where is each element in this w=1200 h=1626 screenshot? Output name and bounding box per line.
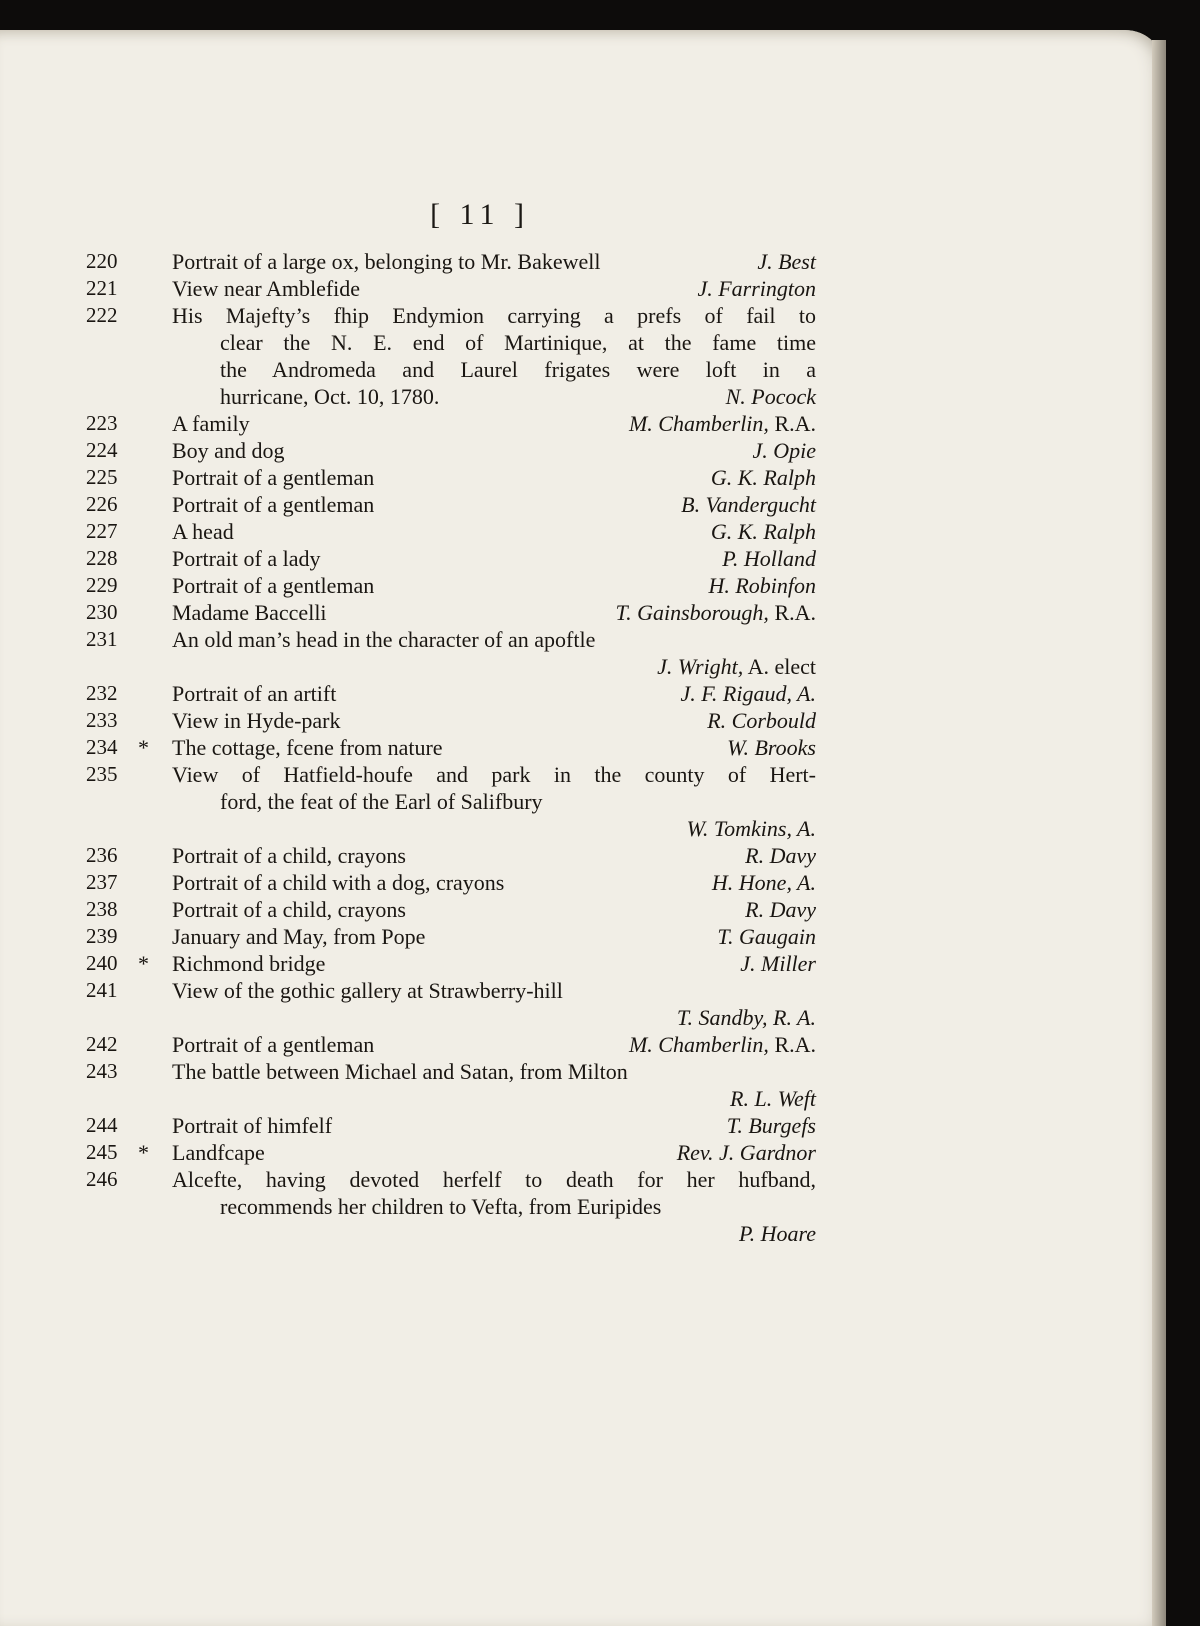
entry-title-line: clear the N. E. end of Martinique, at the fame time bbox=[220, 330, 816, 355]
entry-number: 225 bbox=[86, 465, 118, 489]
entry-line bbox=[86, 950, 816, 977]
artist-name: G. K. Ralph bbox=[710, 519, 816, 544]
artist-name: P. Hoare bbox=[739, 1221, 816, 1246]
entry-title-line: Portrait of a large ox, belonging to Mr. Bakewell bbox=[172, 249, 601, 274]
entry-number: 222 bbox=[86, 303, 118, 327]
entry-number: 228 bbox=[86, 546, 118, 570]
artist-credit bbox=[722, 545, 816, 572]
entry-number: 240 bbox=[86, 951, 118, 975]
artist-credit bbox=[677, 1004, 816, 1031]
entry-title-line: View in Hyde-park bbox=[172, 708, 341, 733]
artist-line bbox=[86, 1085, 816, 1112]
artist-credit bbox=[708, 572, 816, 599]
entry-title-line: ford, the feat of the Earl of Salifbury bbox=[220, 789, 543, 814]
catalogue-entry bbox=[86, 464, 816, 491]
artist-name: J. Miller bbox=[740, 951, 816, 976]
artist-line bbox=[86, 1004, 816, 1031]
entry-title-line: Portrait of a gentleman bbox=[172, 492, 375, 517]
entry-line bbox=[86, 464, 816, 491]
entry-title-line: View near Amblefide bbox=[172, 276, 361, 301]
entry-number: 227 bbox=[86, 519, 118, 543]
artist-name: T. Burgefs bbox=[726, 1113, 816, 1138]
entry-number: 234 bbox=[86, 735, 118, 759]
catalogue-entry bbox=[86, 923, 816, 950]
artist-name: M. Chamberlin, bbox=[628, 1032, 769, 1057]
entry-title-line: Boy and dog bbox=[172, 438, 285, 463]
entry-number: 229 bbox=[86, 573, 118, 597]
catalogue-entry bbox=[86, 1166, 816, 1247]
entry-number: 221 bbox=[86, 276, 118, 300]
entry-number: 220 bbox=[86, 249, 118, 273]
entry-title-line: Portrait of a lady bbox=[172, 546, 321, 571]
catalogue-entry bbox=[86, 437, 816, 464]
entry-title-line: Madame Baccelli bbox=[172, 600, 327, 625]
catalogue-entry bbox=[86, 1031, 816, 1058]
entry-line bbox=[86, 437, 816, 464]
entry-line bbox=[86, 1031, 816, 1058]
entry-number: 236 bbox=[86, 843, 118, 867]
entry-number: 223 bbox=[86, 411, 118, 435]
artist-name: P. Holland bbox=[722, 546, 816, 571]
entry-number: 242 bbox=[86, 1032, 118, 1056]
entry-line bbox=[86, 869, 816, 896]
entry-title-line: Portrait of a child, crayons bbox=[172, 843, 406, 868]
entry-line bbox=[86, 410, 816, 437]
artist-credit bbox=[730, 1085, 816, 1112]
artist-credit bbox=[681, 680, 816, 707]
entry-line bbox=[86, 788, 816, 815]
catalogue-entry bbox=[86, 1112, 816, 1139]
entry-line bbox=[86, 896, 816, 923]
entry-number: 241 bbox=[86, 978, 118, 1002]
new-work-asterisk: * bbox=[138, 1140, 149, 1165]
entry-title-line: Portrait of a gentleman bbox=[172, 465, 375, 490]
artist-name: J. Best bbox=[757, 249, 816, 274]
entry-line bbox=[86, 356, 816, 383]
entry-line bbox=[86, 302, 816, 329]
entry-title-line: Landfcape bbox=[172, 1140, 265, 1165]
entry-number: 238 bbox=[86, 897, 118, 921]
entry-line bbox=[86, 761, 816, 788]
artist-name: B. Vandergucht bbox=[681, 492, 816, 517]
entry-title-line: Portrait of a gentleman bbox=[172, 573, 375, 598]
catalogue-entry bbox=[86, 734, 816, 761]
artist-name: H. Hone, A. bbox=[711, 870, 816, 895]
artist-name: J. Farrington bbox=[697, 276, 816, 301]
artist-name: G. K. Ralph bbox=[710, 465, 816, 490]
new-work-asterisk: * bbox=[138, 951, 149, 976]
exhibition-catalogue-list bbox=[86, 248, 816, 1247]
artist-credit bbox=[711, 518, 816, 545]
artist-name: N. Pocock bbox=[725, 384, 816, 409]
catalogue-entry bbox=[86, 248, 816, 275]
artist-name: H. Robinfon bbox=[708, 573, 816, 598]
entry-title-line: View of the gothic gallery at Strawberry-hill bbox=[172, 978, 563, 1003]
entry-line bbox=[86, 599, 816, 626]
entry-title-line: A family bbox=[172, 411, 250, 436]
artist-name: J. F. Rigaud, A. bbox=[680, 681, 816, 706]
entry-line bbox=[86, 977, 816, 1004]
catalogue-entry bbox=[86, 761, 816, 842]
entry-title-line: Alcefte, having devoted herfelf to death for her hufband, bbox=[172, 1167, 816, 1192]
artist-credit bbox=[726, 383, 816, 410]
catalogue-entry bbox=[86, 842, 816, 869]
artist-line bbox=[86, 815, 816, 842]
entry-line bbox=[86, 491, 816, 518]
catalogue-entry bbox=[86, 680, 816, 707]
catalogue-entry bbox=[86, 626, 816, 680]
entry-line bbox=[86, 329, 816, 356]
artist-name: R. Davy bbox=[745, 843, 816, 868]
entry-number: 243 bbox=[86, 1059, 118, 1083]
entry-title-line: recommends her children to Vefta, from Euripides bbox=[220, 1194, 662, 1219]
entry-line bbox=[86, 923, 816, 950]
entry-title-line: Portrait of a child, crayons bbox=[172, 897, 406, 922]
entry-title-line: Richmond bridge bbox=[172, 951, 326, 976]
entry-title-line: The battle between Michael and Satan, from Milton bbox=[172, 1059, 628, 1084]
catalogue-entry bbox=[86, 950, 816, 977]
artist-name: T. Gaugain bbox=[717, 924, 816, 949]
artist-line bbox=[86, 1220, 816, 1247]
artist-credit bbox=[629, 410, 816, 437]
entry-line bbox=[86, 383, 816, 410]
entry-line bbox=[86, 626, 816, 653]
entry-line bbox=[86, 1166, 816, 1193]
catalogue-entry bbox=[86, 518, 816, 545]
catalogue-entry bbox=[86, 707, 816, 734]
artist-credit bbox=[616, 599, 816, 626]
entry-title-line: Portrait of an artift bbox=[172, 681, 337, 706]
entry-line bbox=[86, 545, 816, 572]
artist-credit bbox=[712, 869, 816, 896]
entry-line bbox=[86, 680, 816, 707]
new-work-asterisk: * bbox=[138, 735, 149, 760]
artist-credit bbox=[757, 248, 816, 275]
entry-title-line: His Majefty’s fhip Endymion carrying a prefs of fail to bbox=[172, 303, 816, 328]
artist-name: T. Sandby, R. A. bbox=[676, 1005, 816, 1030]
book-page bbox=[0, 30, 1165, 1626]
artist-credit bbox=[657, 653, 816, 680]
artist-credit bbox=[629, 1031, 816, 1058]
artist-credit bbox=[707, 707, 816, 734]
artist-credit bbox=[745, 896, 816, 923]
catalogue-entry bbox=[86, 1058, 816, 1112]
catalogue-entry bbox=[86, 1139, 816, 1166]
entry-number: 226 bbox=[86, 492, 118, 516]
catalogue-entry bbox=[86, 572, 816, 599]
catalogue-entry bbox=[86, 599, 816, 626]
entry-title-line: January and May, from Pope bbox=[172, 924, 426, 949]
entry-title-line: The cottage, fcene from nature bbox=[172, 735, 443, 760]
entry-title-line: Portrait of a gentleman bbox=[172, 1032, 375, 1057]
artist-name: R. L. Weft bbox=[730, 1086, 816, 1111]
artist-credit bbox=[745, 842, 816, 869]
academy-suffix: R.A. bbox=[774, 600, 816, 625]
artist-name: R. Davy bbox=[745, 897, 816, 922]
artist-name: W. Brooks bbox=[727, 735, 816, 760]
academy-suffix: R.A. bbox=[774, 1032, 816, 1057]
entry-number: 233 bbox=[86, 708, 118, 732]
entry-number: 246 bbox=[86, 1167, 118, 1191]
artist-name: R. Corbould bbox=[707, 708, 816, 733]
entry-line bbox=[86, 1058, 816, 1085]
artist-credit bbox=[677, 1139, 816, 1166]
entry-title-line: Portrait of a child with a dog, crayons bbox=[172, 870, 505, 895]
entry-line bbox=[86, 1193, 816, 1220]
entry-number: 232 bbox=[86, 681, 118, 705]
entry-title-line: hurricane, Oct. 10, 1780. bbox=[220, 384, 440, 409]
entry-number: 235 bbox=[86, 762, 118, 786]
entry-line bbox=[86, 275, 816, 302]
artist-name: W. Tomkins, A. bbox=[686, 816, 816, 841]
entry-title-line: Portrait of himfelf bbox=[172, 1113, 333, 1138]
entry-number: 237 bbox=[86, 870, 118, 894]
artist-name: T. Gainsborough, bbox=[615, 600, 769, 625]
entry-number: 244 bbox=[86, 1113, 118, 1137]
artist-name: J. Opie bbox=[752, 438, 816, 463]
entry-line bbox=[86, 248, 816, 275]
catalogue-entry bbox=[86, 491, 816, 518]
catalogue-entry bbox=[86, 977, 816, 1031]
entry-number: 239 bbox=[86, 924, 118, 948]
artist-credit bbox=[697, 275, 816, 302]
catalogue-entry bbox=[86, 275, 816, 302]
catalogue-entry bbox=[86, 896, 816, 923]
entry-title-line: the Andromeda and Laurel frigates were loft in a bbox=[220, 357, 816, 382]
entry-line bbox=[86, 734, 816, 761]
entry-number: 224 bbox=[86, 438, 118, 462]
artist-name: J. Wright, bbox=[657, 654, 744, 679]
entry-line bbox=[86, 572, 816, 599]
entry-number: 245 bbox=[86, 1140, 118, 1164]
entry-title-line: An old man’s head in the character of an apoftle bbox=[172, 627, 596, 652]
page-number: [ 11 ] bbox=[430, 198, 530, 231]
artist-credit bbox=[752, 437, 816, 464]
artist-credit bbox=[727, 1112, 816, 1139]
entry-number: 230 bbox=[86, 600, 118, 624]
catalogue-entry bbox=[86, 302, 816, 410]
entry-line bbox=[86, 518, 816, 545]
entry-line bbox=[86, 1139, 816, 1166]
entry-title-line: A head bbox=[172, 519, 234, 544]
artist-credit bbox=[711, 464, 816, 491]
page-edge bbox=[1152, 40, 1166, 1626]
academy-suffix: A. elect bbox=[747, 654, 816, 679]
artist-credit bbox=[727, 734, 816, 761]
artist-line bbox=[86, 653, 816, 680]
academy-suffix: R.A. bbox=[774, 411, 816, 436]
entry-title-line: View of Hatfield-houfe and park in the county of Hert- bbox=[172, 762, 816, 787]
artist-credit bbox=[739, 1220, 816, 1247]
artist-name: Rev. J. Gardnor bbox=[676, 1140, 816, 1165]
entry-number: 231 bbox=[86, 627, 118, 651]
entry-line bbox=[86, 1112, 816, 1139]
catalogue-entry bbox=[86, 545, 816, 572]
entry-line bbox=[86, 707, 816, 734]
artist-credit bbox=[717, 923, 816, 950]
artist-credit bbox=[740, 950, 816, 977]
artist-credit bbox=[687, 815, 816, 842]
artist-credit bbox=[681, 491, 816, 518]
artist-name: M. Chamberlin, bbox=[628, 411, 769, 436]
entry-line bbox=[86, 842, 816, 869]
catalogue-entry bbox=[86, 410, 816, 437]
catalogue-entry bbox=[86, 869, 816, 896]
